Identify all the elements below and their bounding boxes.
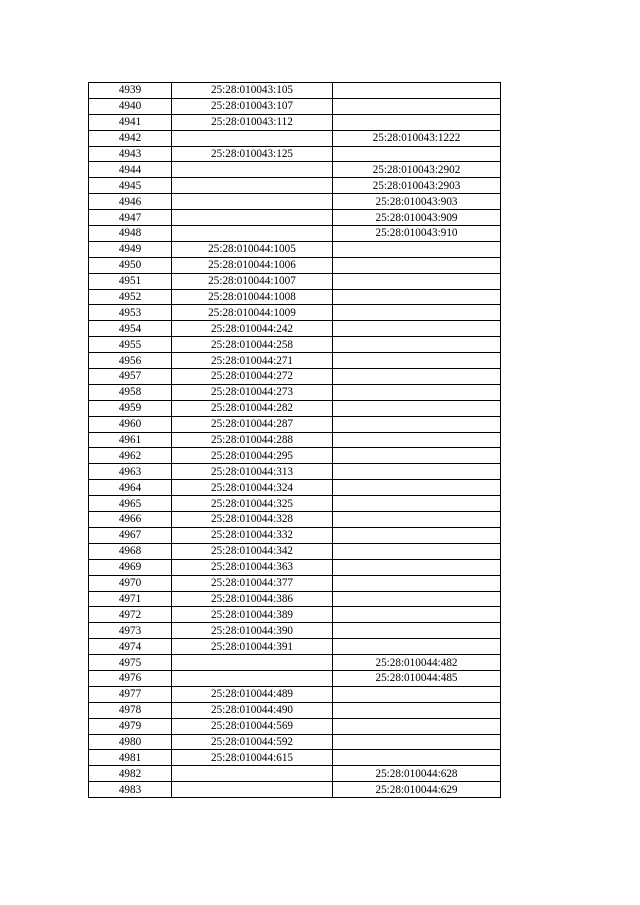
cadastral-number-cell-b — [333, 432, 501, 448]
table-row — [89, 273, 501, 289]
cadastral-number-cell-b — [333, 289, 501, 305]
row-number-cell: 4953 — [89, 305, 172, 321]
cadastral-number-cell-a: 25:28:010044:287 — [172, 416, 333, 432]
cadastral-number-cell-b: 25:28:010044:629 — [333, 782, 501, 798]
cadastral-number-cell-a — [172, 194, 333, 210]
table-row — [89, 702, 501, 718]
table-row — [89, 210, 501, 226]
cadastral-number-cell-b — [333, 321, 501, 337]
cadastral-number-cell-b — [333, 718, 501, 734]
table-row — [89, 337, 501, 353]
row-number-cell: 4981 — [89, 750, 172, 766]
cadastral-number-cell-a: 25:28:010044:325 — [172, 496, 333, 512]
cadastral-number-cell-b — [333, 257, 501, 273]
table-row — [89, 321, 501, 337]
row-number-cell: 4939 — [89, 83, 172, 99]
table-row — [89, 98, 501, 114]
cadastral-number-cell-b — [333, 83, 501, 99]
cadastral-number-cell-b — [333, 480, 501, 496]
cadastral-number-cell-b: 25:28:010043:910 — [333, 226, 501, 242]
table-row — [89, 432, 501, 448]
cadastral-number-cell-a: 25:28:010044:1008 — [172, 289, 333, 305]
table-row — [89, 591, 501, 607]
row-number-cell: 4958 — [89, 384, 172, 400]
table-row — [89, 305, 501, 321]
cadastral-number-cell-a: 25:28:010044:1006 — [172, 257, 333, 273]
row-number-cell: 4949 — [89, 241, 172, 257]
table-row — [89, 750, 501, 766]
row-number-cell: 4944 — [89, 162, 172, 178]
table-row — [89, 416, 501, 432]
cadastral-number-cell-b — [333, 496, 501, 512]
cadastral-number-cell-a: 25:28:010044:295 — [172, 448, 333, 464]
cadastral-number-cell-a: 25:28:010044:386 — [172, 591, 333, 607]
row-number-cell: 4976 — [89, 670, 172, 686]
cadastral-number-cell-a — [172, 766, 333, 782]
cadastral-number-cell-b: 25:28:010043:2903 — [333, 178, 501, 194]
table-row — [89, 384, 501, 400]
row-number-cell: 4970 — [89, 575, 172, 591]
cadastral-number-cell-b — [333, 512, 501, 528]
cadastral-number-cell-b — [333, 702, 501, 718]
cadastral-number-cell-a: 25:28:010044:615 — [172, 750, 333, 766]
cadastral-number-cell-a: 25:28:010044:273 — [172, 384, 333, 400]
cadastral-number-cell-b — [333, 305, 501, 321]
table-row — [89, 639, 501, 655]
row-number-cell: 4961 — [89, 432, 172, 448]
cadastral-number-cell-a: 25:28:010044:1005 — [172, 241, 333, 257]
cadastral-number-cell-a: 25:28:010044:258 — [172, 337, 333, 353]
row-number-cell: 4960 — [89, 416, 172, 432]
cadastral-number-cell-b — [333, 337, 501, 353]
row-number-cell: 4959 — [89, 400, 172, 416]
table-row — [89, 257, 501, 273]
cadastral-number-cell-b — [333, 543, 501, 559]
cadastral-number-cell-b — [333, 353, 501, 369]
cadastral-number-cell-a: 25:28:010044:391 — [172, 639, 333, 655]
table-row — [89, 718, 501, 734]
table-row — [89, 575, 501, 591]
cadastral-number-cell-b: 25:28:010044:482 — [333, 655, 501, 671]
cadastral-number-cell-a: 25:28:010044:1007 — [172, 273, 333, 289]
table-row — [89, 527, 501, 543]
cadastral-number-cell-a: 25:28:010044:592 — [172, 734, 333, 750]
table-row — [89, 480, 501, 496]
cadastral-number-cell-b: 25:28:010044:485 — [333, 670, 501, 686]
row-number-cell: 4973 — [89, 623, 172, 639]
row-number-cell: 4971 — [89, 591, 172, 607]
row-number-cell: 4979 — [89, 718, 172, 734]
table-row — [89, 353, 501, 369]
cadastral-number-cell-b — [333, 607, 501, 623]
table-row — [89, 448, 501, 464]
cadastral-number-cell-b: 25:28:010043:909 — [333, 210, 501, 226]
cadastral-number-cell-b — [333, 734, 501, 750]
cadastral-number-cell-b — [333, 400, 501, 416]
table-row — [89, 670, 501, 686]
row-number-cell: 4963 — [89, 464, 172, 480]
cadastral-number-cell-a: 25:28:010044:288 — [172, 432, 333, 448]
cadastral-number-cell-a: 25:28:010044:328 — [172, 512, 333, 528]
cadastral-number-cell-a — [172, 178, 333, 194]
table-row — [89, 178, 501, 194]
row-number-cell: 4940 — [89, 98, 172, 114]
table-row — [89, 782, 501, 798]
row-number-cell: 4943 — [89, 146, 172, 162]
cadastral-number-cell-a: 25:28:010043:125 — [172, 146, 333, 162]
row-number-cell: 4966 — [89, 512, 172, 528]
table-row — [89, 289, 501, 305]
cadastral-number-cell-a: 25:28:010044:272 — [172, 369, 333, 385]
cadastral-number-cell-a — [172, 670, 333, 686]
cadastral-number-cell-b: 25:28:010044:628 — [333, 766, 501, 782]
cadastral-number-cell-a — [172, 210, 333, 226]
cadastral-number-cell-a: 25:28:010044:282 — [172, 400, 333, 416]
cadastral-number-cell-b — [333, 686, 501, 702]
row-number-cell: 4952 — [89, 289, 172, 305]
cadastral-number-cell-a: 25:28:010044:490 — [172, 702, 333, 718]
cadastral-number-cell-b — [333, 114, 501, 130]
cadastral-number-cell-b — [333, 559, 501, 575]
cadastral-number-cell-b: 25:28:010043:2902 — [333, 162, 501, 178]
cadastral-number-cell-a: 25:28:010044:332 — [172, 527, 333, 543]
row-number-cell: 4965 — [89, 496, 172, 512]
table-row — [89, 623, 501, 639]
row-number-cell: 4968 — [89, 543, 172, 559]
cadastral-number-cell-b — [333, 448, 501, 464]
row-number-cell: 4964 — [89, 480, 172, 496]
row-number-cell: 4954 — [89, 321, 172, 337]
cadastral-number-cell-a — [172, 782, 333, 798]
table-row — [89, 83, 501, 99]
row-number-cell: 4983 — [89, 782, 172, 798]
table-row — [89, 734, 501, 750]
cadastral-number-cell-a — [172, 130, 333, 146]
row-number-cell: 4956 — [89, 353, 172, 369]
table-row — [89, 512, 501, 528]
cadastral-number-cell-a: 25:28:010043:107 — [172, 98, 333, 114]
table-row — [89, 241, 501, 257]
cadastral-number-cell-a: 25:28:010044:377 — [172, 575, 333, 591]
row-number-cell: 4955 — [89, 337, 172, 353]
cadastral-number-cell-a: 25:28:010044:242 — [172, 321, 333, 337]
table-row — [89, 194, 501, 210]
row-number-cell: 4947 — [89, 210, 172, 226]
cadastral-number-cell-b — [333, 98, 501, 114]
cadastral-number-cell-a — [172, 226, 333, 242]
row-number-cell: 4977 — [89, 686, 172, 702]
row-number-cell: 4982 — [89, 766, 172, 782]
row-number-cell: 4972 — [89, 607, 172, 623]
table-row — [89, 114, 501, 130]
table-row — [89, 400, 501, 416]
cadastral-number-cell-a: 25:28:010044:363 — [172, 559, 333, 575]
cadastral-number-cell-b — [333, 416, 501, 432]
table-row — [89, 607, 501, 623]
row-number-cell: 4962 — [89, 448, 172, 464]
cadastral-number-cell-b — [333, 369, 501, 385]
cadastral-number-cell-a — [172, 162, 333, 178]
row-number-cell: 4975 — [89, 655, 172, 671]
table-row — [89, 559, 501, 575]
row-number-cell: 4974 — [89, 639, 172, 655]
cadastral-number-cell-a: 25:28:010044:489 — [172, 686, 333, 702]
table-row — [89, 496, 501, 512]
row-number-cell: 4978 — [89, 702, 172, 718]
row-number-cell: 4969 — [89, 559, 172, 575]
cadastral-number-cell-b — [333, 273, 501, 289]
cadastral-number-cell-a: 25:28:010044:390 — [172, 623, 333, 639]
row-number-cell: 4980 — [89, 734, 172, 750]
table-row — [89, 162, 501, 178]
cadastral-number-cell-b — [333, 464, 501, 480]
cadastral-number-cell-b — [333, 146, 501, 162]
table-row — [89, 226, 501, 242]
row-number-cell: 4946 — [89, 194, 172, 210]
table-row — [89, 686, 501, 702]
cadastral-number-cell-a — [172, 655, 333, 671]
cadastral-number-cell-b — [333, 575, 501, 591]
table-row — [89, 543, 501, 559]
cadastral-number-cell-b — [333, 639, 501, 655]
cadastral-number-cell-a: 25:28:010044:1009 — [172, 305, 333, 321]
table-row — [89, 766, 501, 782]
cadastral-number-cell-a: 25:28:010044:324 — [172, 480, 333, 496]
cadastral-number-cell-a: 25:28:010044:569 — [172, 718, 333, 734]
cadastral-number-cell-b — [333, 241, 501, 257]
cadastral-number-cell-a: 25:28:010044:271 — [172, 353, 333, 369]
cadastral-number-cell-a: 25:28:010043:112 — [172, 114, 333, 130]
cadastral-number-cell-b — [333, 527, 501, 543]
row-number-cell: 4957 — [89, 369, 172, 385]
cadastral-number-cell-b — [333, 384, 501, 400]
table-row — [89, 369, 501, 385]
cadastral-number-cell-b: 25:28:010043:903 — [333, 194, 501, 210]
table-row — [89, 146, 501, 162]
cadastral-number-cell-a: 25:28:010043:105 — [172, 83, 333, 99]
table-row — [89, 655, 501, 671]
cadastral-number-cell-a: 25:28:010044:313 — [172, 464, 333, 480]
cadastral-number-cell-a: 25:28:010044:342 — [172, 543, 333, 559]
cadastral-number-cell-b — [333, 591, 501, 607]
cadastral-number-cell-a: 25:28:010044:389 — [172, 607, 333, 623]
row-number-cell: 4942 — [89, 130, 172, 146]
row-number-cell: 4945 — [89, 178, 172, 194]
table-row — [89, 130, 501, 146]
cadastral-number-cell-b — [333, 623, 501, 639]
cadastral-number-cell-b — [333, 750, 501, 766]
cadastral-table — [88, 82, 501, 798]
row-number-cell: 4950 — [89, 257, 172, 273]
row-number-cell: 4948 — [89, 226, 172, 242]
table-body — [89, 83, 501, 798]
row-number-cell: 4967 — [89, 527, 172, 543]
row-number-cell: 4941 — [89, 114, 172, 130]
cadastral-number-cell-b: 25:28:010043:1222 — [333, 130, 501, 146]
table-row — [89, 464, 501, 480]
row-number-cell: 4951 — [89, 273, 172, 289]
